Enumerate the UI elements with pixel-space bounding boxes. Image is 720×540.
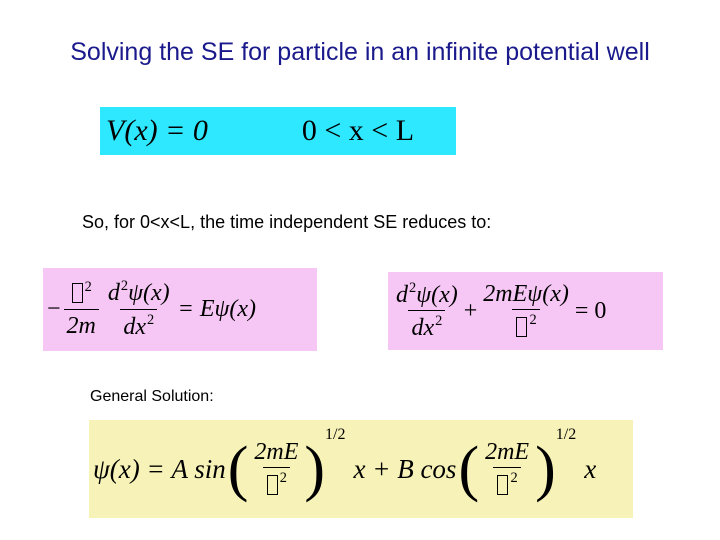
second-derivative-2: $\frac{d^2\psi(x)}{dx^2}$ (396, 279, 458, 342)
second-derivative: $\frac{d^2\psi(x)}{dx^2}$ (107, 278, 170, 340)
reduced-equation-box (388, 272, 663, 350)
page-title: Solving the SE for particle in an infinite potential well (70, 38, 650, 66)
general-solution-label: General Solution: (90, 388, 214, 405)
solution-mid: x + B cos (353, 453, 457, 484)
potential-condition: 0 < x < L (301, 114, 415, 147)
hbar-icon (497, 475, 508, 495)
energy-term: $\frac{\text{2mEψ(x)}}{^2}$ (480, 281, 572, 341)
hbar-icon (72, 283, 83, 303)
plus-sign: + (463, 297, 478, 324)
exponent-1: 1/2 (325, 426, 346, 443)
schrodinger-equation-box (43, 268, 317, 351)
solution-end: x (584, 453, 597, 484)
hbar-over-2m: $\frac{^2}{2m}$ (64, 280, 99, 340)
eq2-rhs: = 0 (574, 297, 607, 324)
solution-frac-1: $\frac{2mE}{^2}$ (251, 439, 301, 499)
eq1-rhs: = Eψ(x) (177, 296, 257, 322)
intro-text: So, for 0<x<L, the time independent SE reduces to: (82, 212, 492, 232)
potential-equation-box (100, 107, 456, 155)
hbar-icon (267, 475, 278, 495)
solution-frac-2: $\frac{2mE}{^2}$ (482, 439, 532, 499)
minus-sign: − (47, 296, 61, 322)
general-solution-box: ψ(x) = A sin ( $\frac{2mE}{^2}$ ) 1/2 x + B cos ( $\frac{2mE}{^2}$ ) 1/2 x (89, 420, 633, 518)
solution-lhs: ψ(x) = A sin (93, 453, 226, 484)
hbar-icon (516, 317, 527, 337)
exponent-2: 1/2 (555, 426, 577, 443)
potential-lhs: V(x) = 0 (106, 114, 208, 147)
